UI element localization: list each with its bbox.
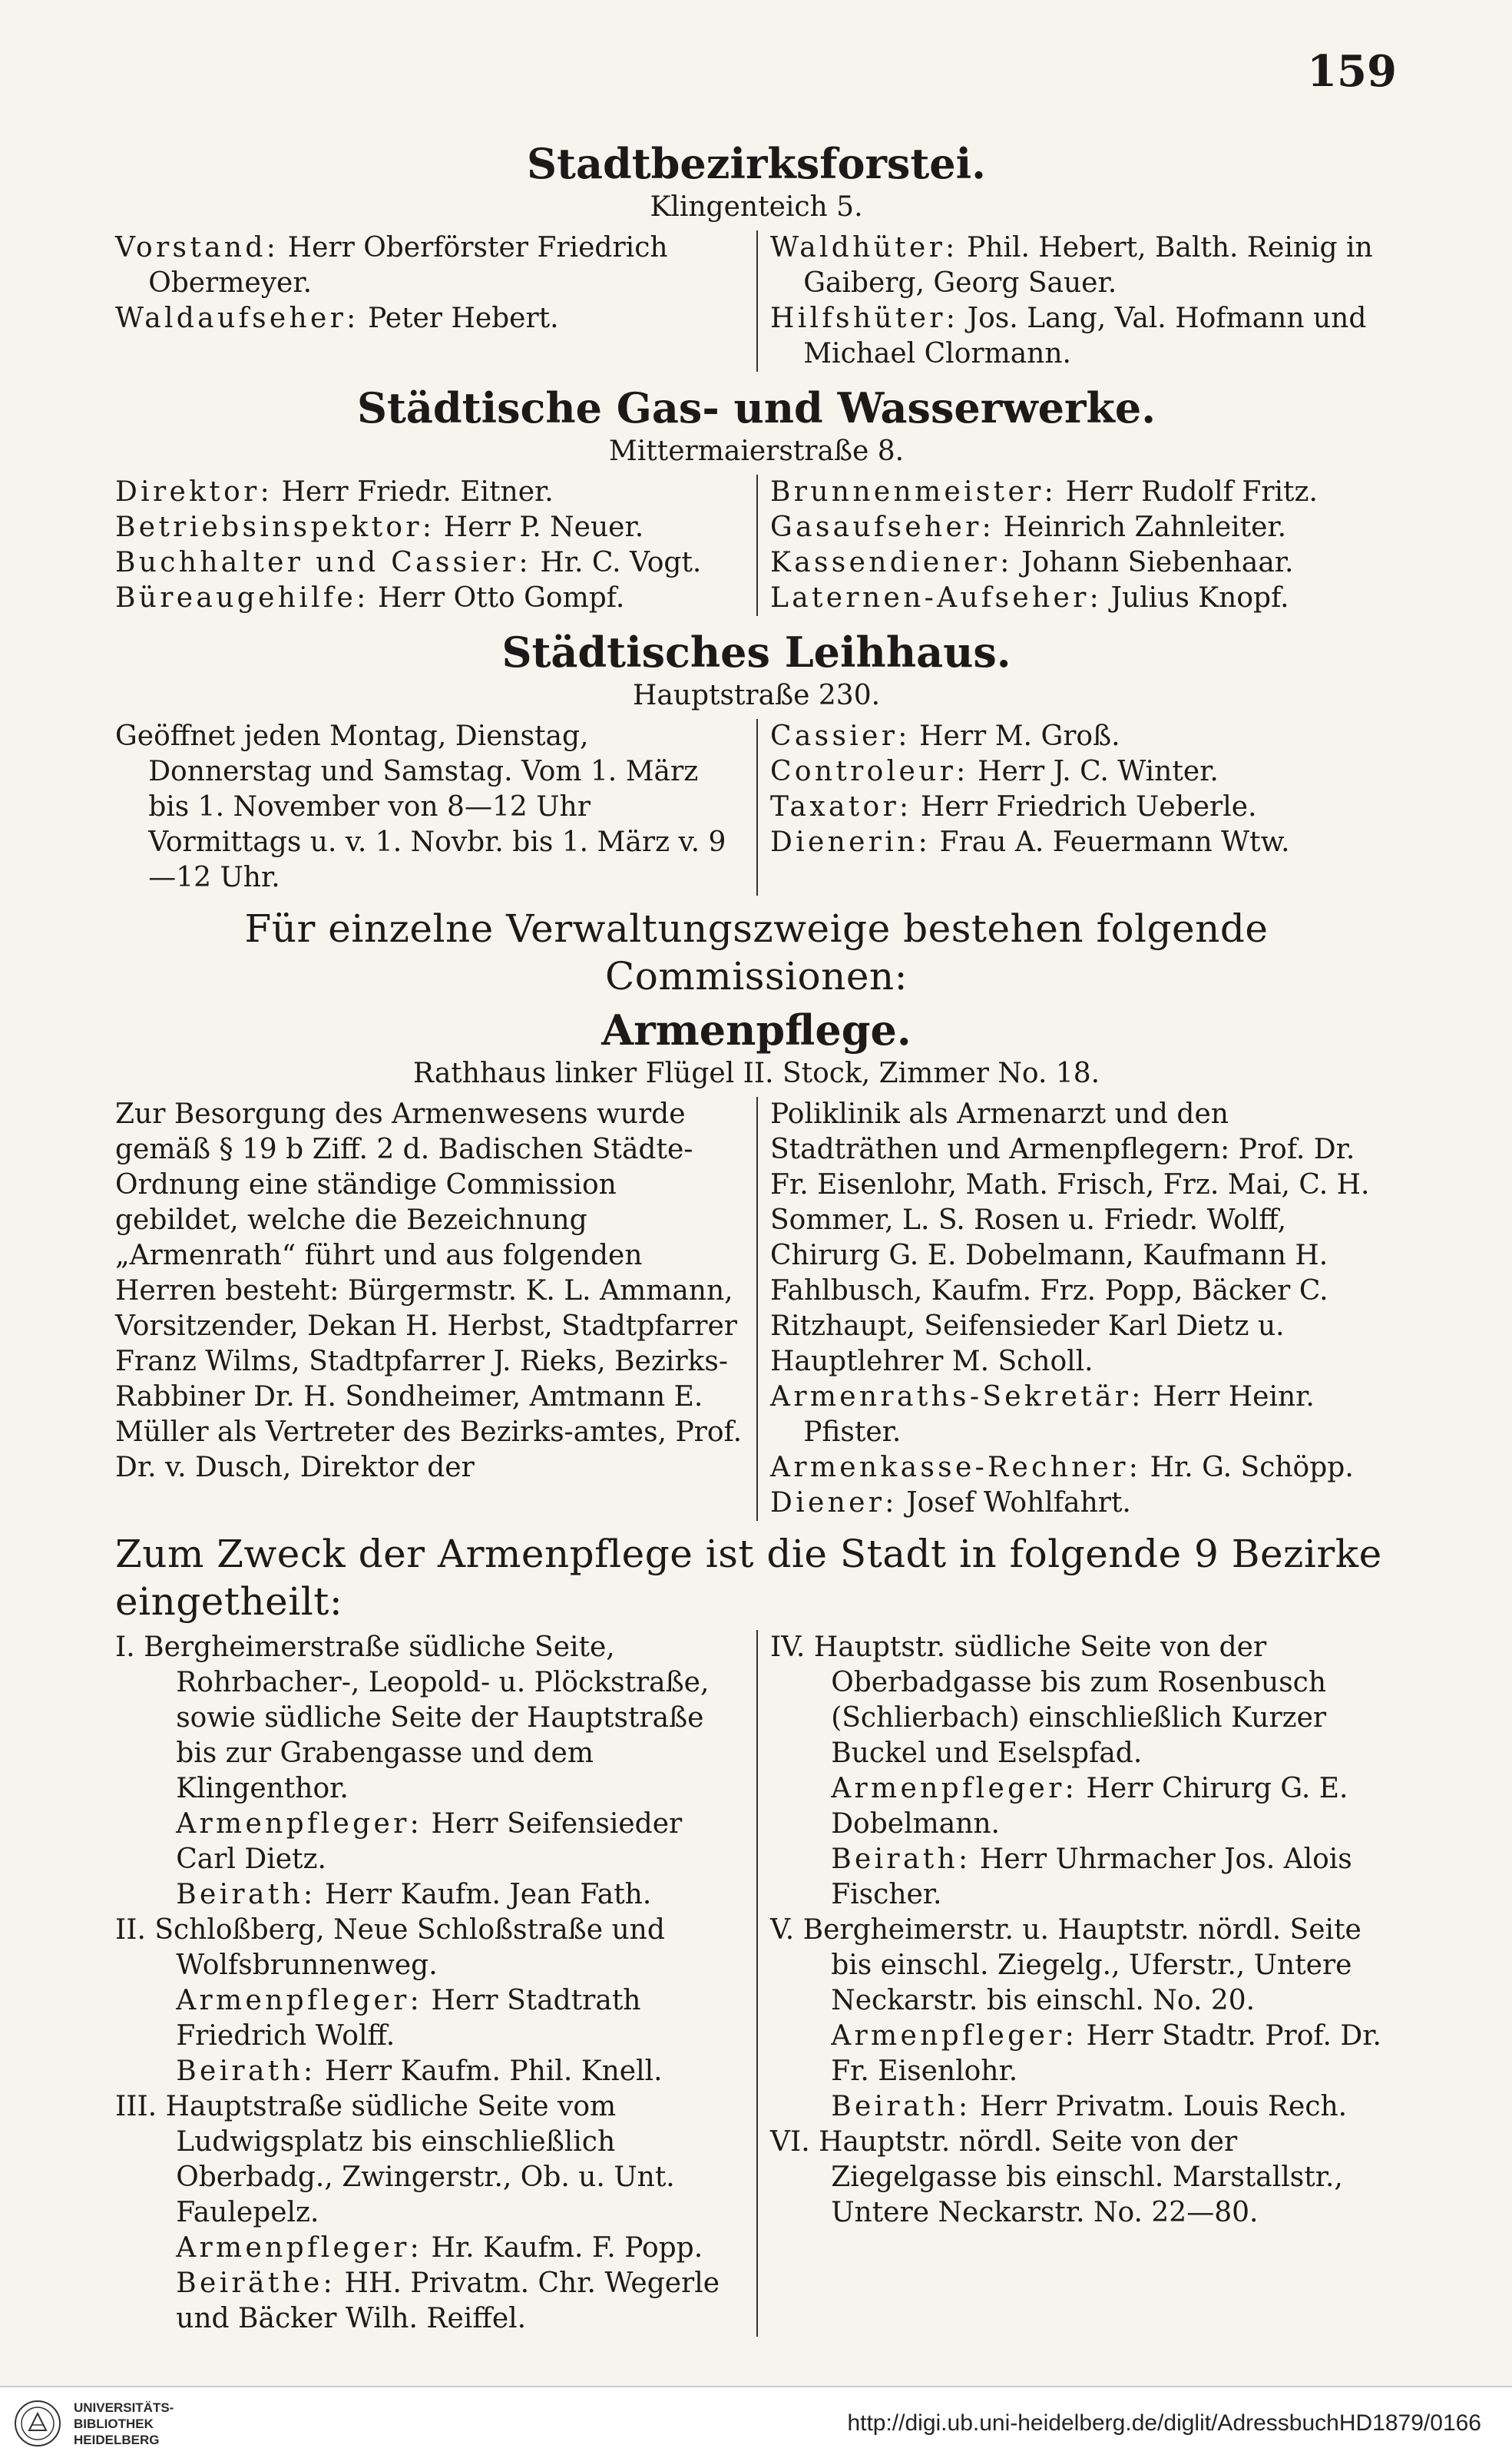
district-description xyxy=(770,2125,1398,2231)
armenpflege-title: Armenpflege. xyxy=(601,1005,912,1055)
district-beirath xyxy=(115,2054,747,2089)
gaswerke-columns xyxy=(115,475,1398,616)
armenpflege-address: Rathhaus linker Flügel II. Stock, Zimmer No. 18. xyxy=(412,1058,1100,1089)
entry-text: Herr J. C. Winter. xyxy=(968,756,1219,787)
armenrath-description: Zur Besorgung des Armenwesens wurde gemäß § 19 b Ziff. 2 d. Badischen Städte-Ordnung eine ständige Commission gebildet, welche die Bezeichnung „Armenrath“ führt und aus folgenden Herren besteht: Bürgermstr. K. L. Ammann, Vorsitzender, Dekan H. Herbst, Stadtpfarrer Franz Wilms, Stadtpfarrer J. Rieks, Bezirks-Rabbiner Dr. H. Sondheimer, Amtmann E. Müller als Vertreter des Bezirks-amtes, Prof. Dr. v. Dusch, Direktor der xyxy=(115,1098,743,1483)
forstei-title: Stadtbezirksforstei. xyxy=(527,139,986,188)
district-beirath xyxy=(115,2266,747,2337)
forstei-right-col xyxy=(756,230,1398,372)
pfleger-label: Armenpfleger: xyxy=(176,1985,423,2016)
source-url-link[interactable]: http://digi.ub.uni-heidelberg.de/diglit/AdressbuchHD1879/0166 xyxy=(847,2410,1481,2436)
gaswerke-entry xyxy=(770,581,1398,616)
district-text: Hauptstraße südliche Seite vom Ludwigsplatz bis einschließlich Oberbadg., Zwingerstr., Ob. u. Unt. Faulepelz. xyxy=(165,2091,675,2228)
beirath-name: Herr Privatm. Louis Rech. xyxy=(971,2091,1348,2122)
page-content xyxy=(115,138,1398,2337)
district-description xyxy=(115,1913,747,1983)
districts-columns xyxy=(115,1630,1398,2337)
gaswerke-left-col xyxy=(115,475,756,616)
district-block xyxy=(115,1630,747,1913)
armenpflege-entry xyxy=(770,1450,1398,1486)
armenpflege-columns xyxy=(115,1097,1398,1521)
district-description xyxy=(115,2089,747,2231)
district-description xyxy=(770,1913,1398,2019)
leihhaus-entry xyxy=(770,790,1398,825)
leihhaus-entry xyxy=(770,719,1398,754)
pfleger-label: Armenpfleger: xyxy=(176,2232,423,2264)
entry-label: Taxator: xyxy=(770,791,912,823)
district-number: VI. xyxy=(770,2126,810,2158)
district-number: III. xyxy=(115,2091,157,2122)
district-pfleger xyxy=(115,1807,747,1877)
pfleger-name: Herr Stadtrath Friedrich Wolff. xyxy=(176,1985,641,2052)
district-text: Bergheimerstraße südliche Seite, Rohrbacher-, Leopold- u. Plöckstraße, sowie südliche Seite der Hauptstraße bis zur Grabengasse und dem Klingenthor. xyxy=(144,1631,710,1804)
leihhaus-columns xyxy=(115,719,1398,896)
gaswerke-entry xyxy=(770,475,1398,510)
beirath-label: Beirath: xyxy=(831,1843,971,1875)
leihhaus-entry xyxy=(770,825,1398,860)
district-block xyxy=(770,2125,1398,2231)
entry-label: Waldhüter: xyxy=(770,232,958,263)
districts-headline: Zum Zweck der Armenpflege ist die Stadt in folgende 9 Bezirke eingetheilt: xyxy=(115,1532,1382,1624)
gaswerke-entry xyxy=(770,545,1398,581)
pfleger-name: Herr Stadtr. Prof. Dr. Fr. Eisenlohr. xyxy=(831,2020,1381,2087)
logo-line: HEIDELBERG xyxy=(74,2433,160,2447)
commissions-headline: Für einzelne Verwaltungszweige bestehen folgende Commissionen: xyxy=(244,906,1269,999)
entry-text: Peter Hebert. xyxy=(359,303,559,334)
armenpflege-entry xyxy=(770,1486,1398,1521)
forstei-address: Klingenteich 5. xyxy=(650,191,863,223)
forstei-entry xyxy=(770,230,1398,301)
district-description xyxy=(770,1630,1398,1771)
entry-label: Cassier: xyxy=(770,721,911,752)
beirath-label: Beirath: xyxy=(176,1879,316,1910)
beirath-name: Herr Kaufm. Phil. Knell. xyxy=(316,2056,663,2087)
entry-label: Hilfshüter: xyxy=(770,303,959,334)
district-text: Hauptstr. nördl. Seite von der Ziegelgasse bis einschl. Marstallstr., Untere Neckarstr. No. 22—80. xyxy=(819,2126,1343,2228)
leihhaus-address: Hauptstraße 230. xyxy=(632,680,881,711)
entry-label: Armenraths-Sekretär: xyxy=(770,1381,1144,1413)
entry-label: Vorstand: xyxy=(115,232,280,263)
entry-label: Büreaugehilfe: xyxy=(115,582,369,614)
page-number: 159 xyxy=(1307,46,1397,97)
armenpflege-left-col xyxy=(115,1097,756,1521)
district-text: Schloßberg, Neue Schloßstraße und Wolfsbrunnenweg. xyxy=(154,1914,665,1981)
pfleger-label: Armenpfleger: xyxy=(176,1808,423,1840)
viewer-footer xyxy=(0,2386,1512,2458)
entry-label: Betriebsinspektor: xyxy=(115,512,435,543)
district-pfleger xyxy=(770,2019,1398,2089)
district-block xyxy=(770,1913,1398,2125)
entry-label: Controleur: xyxy=(770,756,969,787)
beirath-label: Beirath: xyxy=(831,2091,971,2122)
entry-text: Herr Otto Gompf. xyxy=(369,582,625,614)
gaswerke-right-col xyxy=(756,475,1398,616)
district-number: II. xyxy=(115,1914,146,1946)
entry-text: Herr Rudolf Fritz. xyxy=(1057,476,1318,508)
forstei-left-col xyxy=(115,230,756,372)
pfleger-label: Armenpfleger: xyxy=(831,1773,1078,1804)
library-logo-text xyxy=(74,2400,174,2448)
district-pfleger xyxy=(115,2231,747,2266)
leihhaus-right-col xyxy=(756,719,1398,896)
district-beirath xyxy=(115,1877,747,1913)
entry-text: Frau A. Feuermann Wtw. xyxy=(931,827,1290,858)
armenpflege-entry xyxy=(770,1380,1398,1450)
gaswerke-title: Städtische Gas- und Wasserwerke. xyxy=(356,383,1156,432)
entry-text: Herr P. Neuer. xyxy=(435,512,644,543)
entry-label: Buchhalter und Cassier: xyxy=(115,547,531,578)
entry-label: Armenkasse-Rechner: xyxy=(770,1452,1142,1483)
entry-text: Herr M. Groß. xyxy=(910,721,1120,752)
entry-text: Hr. G. Schöpp. xyxy=(1141,1452,1354,1483)
forstei-entry xyxy=(770,301,1398,372)
district-block xyxy=(115,2089,747,2337)
entry-label: Dienerin: xyxy=(770,827,931,858)
district-number: V. xyxy=(770,1914,795,1946)
gaswerke-address: Mittermaierstraße 8. xyxy=(608,436,905,467)
beirath-label: Beiräthe: xyxy=(176,2268,336,2299)
entry-label: Diener: xyxy=(770,1487,898,1519)
pfleger-label: Armenpfleger: xyxy=(831,2020,1078,2052)
beirath-name: HH. Privatm. Chr. Wegerle und Bäcker Wilh. Reiffel. xyxy=(176,2268,720,2334)
university-seal-icon xyxy=(14,2400,61,2447)
district-description xyxy=(115,1630,747,1807)
logo-line: UNIVERSITÄTS- xyxy=(74,2400,174,2415)
leihhaus-entry xyxy=(770,754,1398,790)
armenrath-members: Poliklinik als Armenarzt und den Stadträthen und Armenpflegern: Prof. Dr. Fr. Eisenlohr, Math. Frisch, Frz. Mai, C. H. Sommer, L. S. Rosen u. Friedr. Wolff, Chirurg G. E. Dobelmann, Kaufmann H. Fahlbusch, Kaufm. Frz. Popp, Bäcker C. Ritzhaupt, Seifensieder Karl Dietz u. Hauptlehrer M. Scholl. xyxy=(770,1098,1370,1377)
beirath-label: Beirath: xyxy=(176,2056,316,2087)
district-block xyxy=(115,1913,747,2089)
opening-hours: Geöffnet jeden Montag, Dienstag, Donnerstag und Samstag. Vom 1. März bis 1. November von 8—12 Uhr Vormittags u. v. 1. Novbr. bis 1. März v. 9—12 Uhr. xyxy=(115,721,726,893)
entry-text: Heinrich Zahnleiter. xyxy=(994,512,1287,543)
district-number: I. xyxy=(115,1631,135,1663)
entry-label: Waldaufseher: xyxy=(115,303,359,334)
entry-text: Phil. Hebert, Balth. Reinig in Gaiberg, Georg Sauer. xyxy=(803,232,1373,299)
forstei-entry xyxy=(115,230,747,301)
district-pfleger xyxy=(115,1983,747,2054)
entry-text: Herr Oberförster Friedrich Obermeyer. xyxy=(148,232,668,299)
entry-text: Herr Friedrich Ueberle. xyxy=(912,791,1257,823)
entry-text: Julius Knopf. xyxy=(1102,582,1289,614)
district-text: Hauptstr. südliche Seite von der Oberbadgasse bis zum Rosenbusch (Schlierbach) einschließlich Kurzer Buckel und Eselspfad. xyxy=(813,1631,1327,1769)
district-beirath xyxy=(770,2089,1398,2125)
district-number: IV. xyxy=(770,1631,806,1663)
districts-right-col xyxy=(756,1630,1398,2337)
forstei-entry xyxy=(115,301,747,336)
gaswerke-entry xyxy=(115,545,747,581)
entry-label: Direktor: xyxy=(115,476,273,508)
entry-text: Herr Heinr. Pfister. xyxy=(803,1381,1315,1448)
leihhaus-left-col xyxy=(115,719,756,896)
pfleger-name: Hr. Kaufm. F. Popp. xyxy=(422,2232,703,2264)
district-block xyxy=(770,1630,1398,1913)
district-pfleger xyxy=(770,1771,1398,1842)
entry-text: Jos. Lang, Val. Hofmann und Michael Clormann. xyxy=(803,303,1367,369)
logo-line: BIBLIOTHEK xyxy=(74,2417,154,2431)
entry-label: Gasaufseher: xyxy=(770,512,995,543)
entry-text: Hr. C. Vogt. xyxy=(531,547,702,578)
beirath-name: Herr Kaufm. Jean Fath. xyxy=(316,1879,652,1910)
pfleger-name: Herr Chirurg G. E. Dobelmann. xyxy=(831,1773,1348,1840)
beirath-name: Herr Uhrmacher Jos. Alois Fischer. xyxy=(831,1843,1352,1910)
entry-text: Johann Siebenhaar. xyxy=(1012,547,1294,578)
district-text: Bergheimerstr. u. Hauptstr. nördl. Seite bis einschl. Ziegelg., Uferstr., Untere Neckarstr. bis einschl. No. 20. xyxy=(802,1914,1361,2016)
armenpflege-right-col xyxy=(756,1097,1398,1521)
entry-text: Josef Wohlfahrt. xyxy=(897,1487,1131,1519)
forstei-columns xyxy=(115,230,1398,372)
entry-text: Herr Friedr. Eitner. xyxy=(273,476,554,508)
districts-left-col xyxy=(115,1630,756,2337)
entry-label: Kassendiener: xyxy=(770,547,1013,578)
entry-label: Brunnenmeister: xyxy=(770,476,1057,508)
gaswerke-entry xyxy=(115,510,747,545)
entry-label: Laternen-Aufseher: xyxy=(770,582,1103,614)
gaswerke-entry xyxy=(770,510,1398,545)
gaswerke-entry xyxy=(115,581,747,616)
gaswerke-entry xyxy=(115,475,747,510)
leihhaus-title: Städtisches Leihhaus. xyxy=(501,628,1011,677)
pfleger-name: Herr Seifensieder Carl Dietz. xyxy=(176,1808,683,1875)
district-beirath xyxy=(770,1842,1398,1913)
